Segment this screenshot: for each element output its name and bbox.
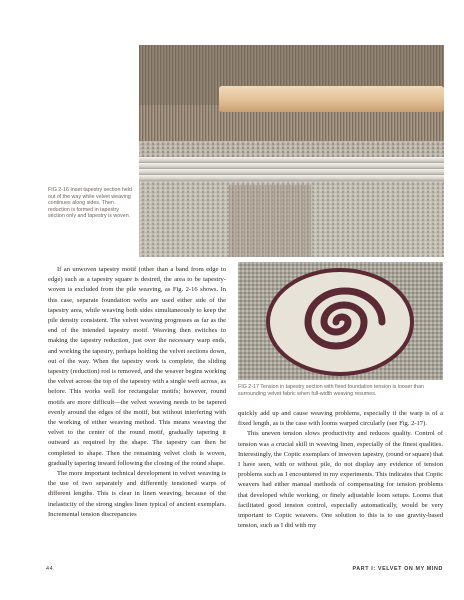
figure-caption: FIG 2-17 Tension in tapestry section with fixed foundation tension is looser than surrounding velvet fabric when full-width weaving resumes.	[238, 384, 424, 397]
body-paragraph: If an unwoven tapestry motif (other than a band from edge to edge) such as a tapestry square is desired, the area to be tapestry-woven is excluded from the pile weaving, as Fig. 2-16 shows. In this case, separate foundation wefts are used either side of the tapestry area, while weaving both sides simultaneously to keep the pile density consistent. The velvet weaving progresses as far as the end of the intended tapestry motif. Weaving then switches to making the tapestry reduction, just over the necessary warp ends, and working the tapestry, perhaps holding the velvet sections down, out of the way. When the tapestry work is complete, the sliding tapestry (reduction) rod is removed, and the weaver begins working the velvet across the top of the tapestry with a single weft across, as before. This works well for rectangular motifs; however, round motifs are more difficult—the velvet weaving needs to be tapered evenly around the edges of the motif, but without interfering with the working of either weaving method. This means weaving the velvet to the center of the round motif, gradually tapering it outward as required by the shape. The tapestry can then be completed to shape. Then the remaining velvet cloth is woven, gradually tapering inward following the closing of the round shape.	[48, 266, 226, 467]
body-paragraph: The more important technical development in velvet weaving is the use of two separately and differently tensioned warps of different lengths. This is clear in linen weaving, because of the inelasticity of the strong singles linen typical of ancient exemplars. Incremental tension discrepancies	[48, 470, 226, 518]
spiral-tapestry-photo	[238, 262, 443, 380]
body-paragraph: quickly add up and cause weaving problems, especially if the warp is of a fixed length, as is the case with looms warped circularly (see Fig. 2-17).	[238, 410, 443, 428]
body-paragraph: This uneven tension slows productivity and reduces quality. Control of tension was a crucial skill in weaving linen, especially of the finest qualities. Interestingly, the Coptic exemplars of inwoven tapestry, (round or square) that I have seen, with or without pile, do not display any evidence of tension problems such as I encountered in my experiments. This indicates that Coptic weavers had either manual methods of compensating for tension problems that developed while working, or finely adjustable loom setups. Looms that facilitated good tension control, especially automatically, would be very important to Coptic weavers. One solution to this is to use gravity-based tension, such as I did with my	[238, 430, 443, 530]
body-text-column-left	[48, 265, 226, 520]
running-head: PART I: VELVET ON MY MIND	[352, 566, 443, 572]
body-text-column-right	[238, 409, 443, 531]
loom-velvet-photo	[139, 45, 444, 257]
figure-caption: FIG 2-16 Inset tapestry section held out of the way while velvet weaving continues along sides. Then reduction is formed in tapestry section only and tapestry is woven.	[48, 187, 132, 220]
page-number: 44	[46, 566, 54, 572]
